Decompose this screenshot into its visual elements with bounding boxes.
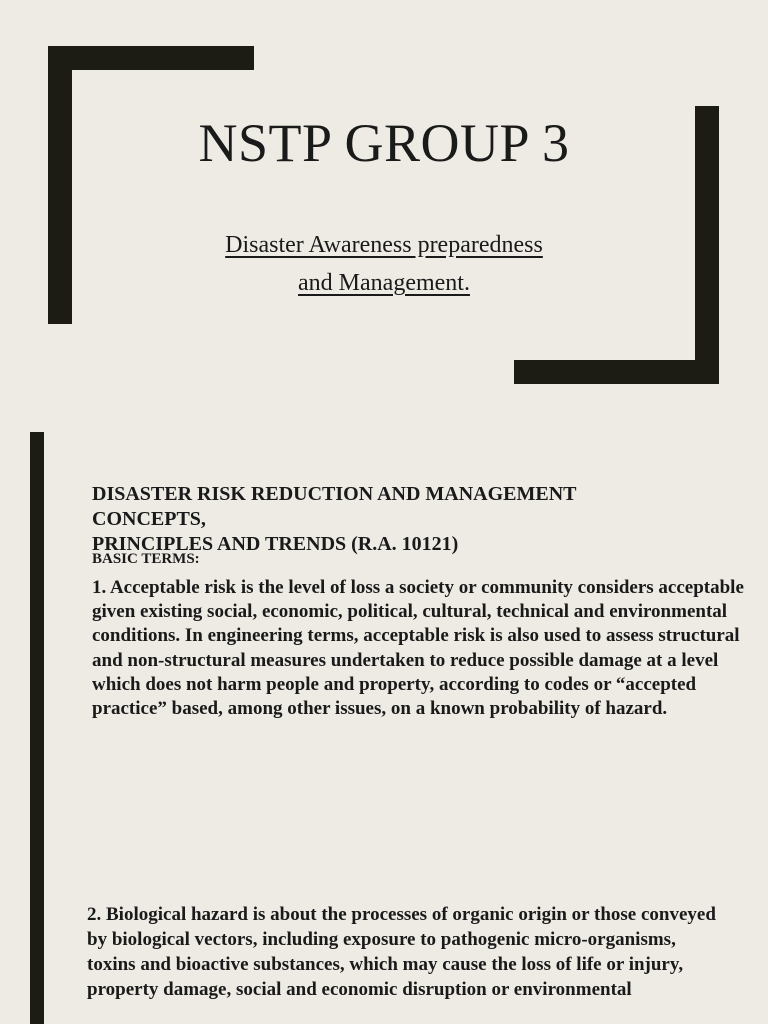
frame-corner-bottom-right-horizontal [514, 360, 719, 384]
slide-subtitle [184, 226, 584, 302]
heading-line-3: PRINCIPLES AND TRENDS (R.A. 10121) [92, 533, 459, 555]
biological-hazard-slide [0, 866, 768, 1024]
subtitle-line-2: and Management. [298, 270, 470, 296]
paragraph-number: 2. [87, 904, 102, 925]
biological-hazard-paragraph [87, 902, 727, 1002]
section-heading [92, 482, 692, 557]
concepts-slide [0, 432, 768, 866]
subtitle-line-1: Disaster Awareness preparedness [225, 232, 543, 258]
basic-terms-label: BASIC TERMS: [92, 551, 200, 567]
frame-corner-top-left-vertical [48, 46, 72, 324]
heading-line-2: CONCEPTS, [92, 508, 206, 530]
left-accent-bar [30, 432, 44, 866]
title-slide [0, 0, 768, 410]
slide-title: NSTP GROUP 3 [198, 113, 570, 173]
frame-corner-top-left-horizontal [48, 46, 254, 70]
acceptable-risk-paragraph: 1. Acceptable risk is the level of loss a society or community considers acceptable given existing social, economic, political, cultural, technical and environmental conditions. In engineering terms, acceptable risk is also used to assess structural and non-structural measures undertaken to reduce possible damage at a level which does not harm people and property, according to codes or “accepted practice” based, among other issues, on a known probability of hazard. [92, 577, 744, 720]
left-accent-bar [30, 866, 44, 1024]
heading-line-1: DISASTER RISK REDUCTION AND MANAGEMENT [92, 483, 577, 505]
paragraph-text: Biological hazard is about the processes of organic origin or those conveyed by biological vectors, including exposure to pathogenic micro-organisms, toxins and bioactive substances, which may cause the loss of life or injury, property damage, social and economic disruption or environmental [87, 904, 716, 1000]
